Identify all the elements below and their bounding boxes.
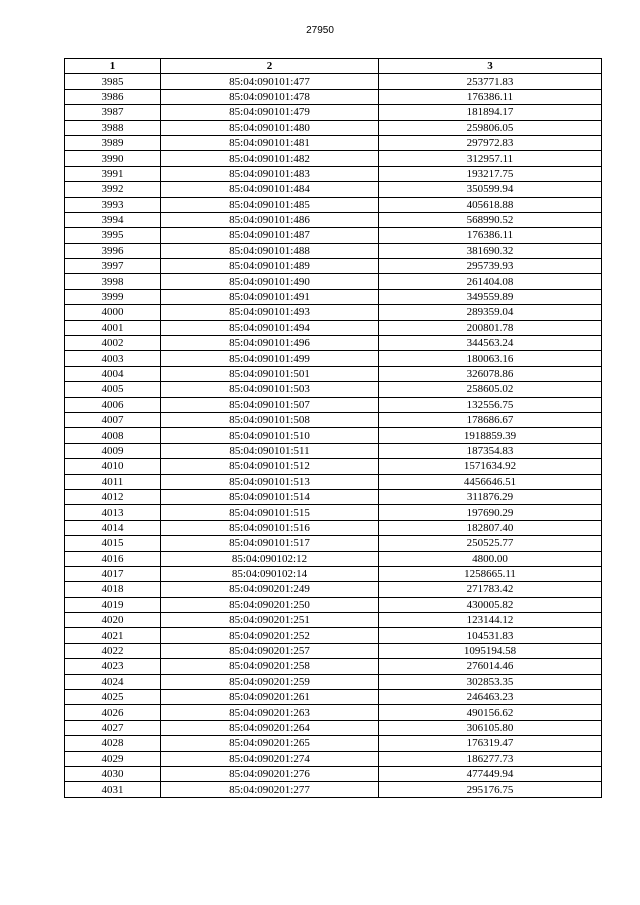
table-row [65,212,602,227]
table-row [65,412,602,427]
table-row [65,320,602,335]
table-row [65,428,602,443]
column-header-1: 1 [65,59,161,74]
row-number-cell: 4019 [65,597,161,612]
value-cell: 295176.75 [379,782,602,797]
cadastral-number-cell: 85:04:090101:510 [161,428,379,443]
table-row [65,782,602,797]
value-cell: 405618.88 [379,197,602,212]
row-number-cell: 3985 [65,74,161,89]
row-number-cell: 4022 [65,643,161,658]
value-cell: 132556.75 [379,397,602,412]
row-number-cell: 4020 [65,613,161,628]
column-header-3: 3 [379,59,602,74]
cadastral-number-cell: 85:04:090101:513 [161,474,379,489]
row-number-cell: 4001 [65,320,161,335]
value-cell: 349559.89 [379,289,602,304]
header-row [65,59,602,74]
cadastral-number-cell: 85:04:090101:494 [161,320,379,335]
value-cell: 250525.77 [379,536,602,551]
cadastral-number-cell: 85:04:090201:249 [161,582,379,597]
table-row [65,166,602,181]
value-cell: 187354.83 [379,443,602,458]
table-row [65,736,602,751]
table-row [65,182,602,197]
value-cell: 1918859.39 [379,428,602,443]
cadastral-number-cell: 85:04:090101:515 [161,505,379,520]
value-cell: 200801.78 [379,320,602,335]
value-cell: 182807.40 [379,520,602,535]
value-cell: 297972.83 [379,135,602,150]
registry-table [64,58,602,798]
value-cell: 253771.83 [379,74,602,89]
row-number-cell: 4024 [65,674,161,689]
value-cell: 381690.32 [379,243,602,258]
row-number-cell: 4000 [65,305,161,320]
cadastral-number-cell: 85:04:090101:499 [161,351,379,366]
value-cell: 490156.62 [379,705,602,720]
cadastral-number-cell: 85:04:090101:493 [161,305,379,320]
cadastral-number-cell: 85:04:090101:487 [161,228,379,243]
row-number-cell: 4010 [65,459,161,474]
cadastral-number-cell: 85:04:090201:261 [161,690,379,705]
row-number-cell: 4030 [65,766,161,781]
table-row [65,243,602,258]
table-row [65,582,602,597]
table-row [65,443,602,458]
cadastral-number-cell: 85:04:090101:507 [161,397,379,412]
row-number-cell: 4031 [65,782,161,797]
value-cell: 311876.29 [379,489,602,504]
value-cell: 326078.86 [379,366,602,381]
cadastral-number-cell: 85:04:090101:484 [161,182,379,197]
value-cell: 430005.82 [379,597,602,612]
table-row [65,305,602,320]
table-row [65,489,602,504]
table-row [65,566,602,581]
cadastral-number-cell: 85:04:090201:257 [161,643,379,658]
table-row [65,366,602,381]
cadastral-number-cell: 85:04:090101:483 [161,166,379,181]
table-row [65,120,602,135]
row-number-cell: 4005 [65,382,161,397]
table-row [65,274,602,289]
row-number-cell: 3990 [65,151,161,166]
value-cell: 1571634.92 [379,459,602,474]
value-cell: 181894.17 [379,105,602,120]
table-row [65,397,602,412]
value-cell: 176319.47 [379,736,602,751]
value-cell: 344563.24 [379,336,602,351]
table-row [65,351,602,366]
cadastral-number-cell: 85:04:090201:252 [161,628,379,643]
cadastral-number-cell: 85:04:090201:250 [161,597,379,612]
value-cell: 350599.94 [379,182,602,197]
value-cell: 4456646.51 [379,474,602,489]
table-row [65,613,602,628]
cadastral-number-cell: 85:04:090101:482 [161,151,379,166]
value-cell: 1258665.11 [379,566,602,581]
row-number-cell: 4025 [65,690,161,705]
cadastral-number-cell: 85:04:090101:516 [161,520,379,535]
table-row [65,228,602,243]
cadastral-number-cell: 85:04:090201:263 [161,705,379,720]
cadastral-number-cell: 85:04:090101:501 [161,366,379,381]
value-cell: 295739.93 [379,259,602,274]
cadastral-number-cell: 85:04:090101:491 [161,289,379,304]
cadastral-number-cell: 85:04:090101:490 [161,274,379,289]
value-cell: 104531.83 [379,628,602,643]
value-cell: 259806.05 [379,120,602,135]
value-cell: 306105.80 [379,720,602,735]
value-cell: 186277.73 [379,751,602,766]
row-number-cell: 3997 [65,259,161,274]
cadastral-number-cell: 85:04:090101:489 [161,259,379,274]
table-row [65,382,602,397]
row-number-cell: 4021 [65,628,161,643]
row-number-cell: 4018 [65,582,161,597]
cadastral-number-cell: 85:04:090201:258 [161,659,379,674]
row-number-cell: 4023 [65,659,161,674]
cadastral-number-cell: 85:04:090102:14 [161,566,379,581]
row-number-cell: 3987 [65,105,161,120]
table-row [65,135,602,150]
table-row [65,520,602,535]
cadastral-number-cell: 85:04:090101:481 [161,135,379,150]
value-cell: 180063.16 [379,351,602,366]
row-number-cell: 3986 [65,89,161,104]
row-number-cell: 4009 [65,443,161,458]
row-number-cell: 3989 [65,135,161,150]
row-number-cell: 3996 [65,243,161,258]
row-number-cell: 4012 [65,489,161,504]
row-number-cell: 3993 [65,197,161,212]
cadastral-number-cell: 85:04:090101:480 [161,120,379,135]
row-number-cell: 4004 [65,366,161,381]
value-cell: 302853.35 [379,674,602,689]
table-row [65,289,602,304]
value-cell: 197690.29 [379,505,602,520]
row-number-cell: 4014 [65,520,161,535]
row-number-cell: 4003 [65,351,161,366]
value-cell: 276014.46 [379,659,602,674]
table-row [65,720,602,735]
value-cell: 312957.11 [379,151,602,166]
cadastral-number-cell: 85:04:090101:486 [161,212,379,227]
table-row [65,674,602,689]
cadastral-number-cell: 85:04:090101:488 [161,243,379,258]
row-number-cell: 4026 [65,705,161,720]
value-cell: 4800.00 [379,551,602,566]
row-number-cell: 3995 [65,228,161,243]
value-cell: 123144.12 [379,613,602,628]
row-number-cell: 4016 [65,551,161,566]
table-row [65,259,602,274]
table-row [65,151,602,166]
table-row [65,474,602,489]
table-row [65,643,602,658]
table-row [65,766,602,781]
row-number-cell: 4011 [65,474,161,489]
row-number-cell: 3992 [65,182,161,197]
value-cell: 1095194.58 [379,643,602,658]
table-row [65,659,602,674]
value-cell: 258605.02 [379,382,602,397]
cadastral-number-cell: 85:04:090102:12 [161,551,379,566]
table-row [65,89,602,104]
table-row [65,597,602,612]
row-number-cell: 4029 [65,751,161,766]
row-number-cell: 3998 [65,274,161,289]
value-cell: 477449.94 [379,766,602,781]
row-number-cell: 4007 [65,412,161,427]
cadastral-number-cell: 85:04:090101:508 [161,412,379,427]
table-row [65,536,602,551]
value-cell: 261404.08 [379,274,602,289]
row-number-cell: 3988 [65,120,161,135]
table-row [65,336,602,351]
cadastral-number-cell: 85:04:090101:477 [161,74,379,89]
value-cell: 289359.04 [379,305,602,320]
row-number-cell: 4017 [65,566,161,581]
cadastral-number-cell: 85:04:090201:277 [161,782,379,797]
value-cell: 568990.52 [379,212,602,227]
cadastral-number-cell: 85:04:090101:478 [161,89,379,104]
cadastral-number-cell: 85:04:090201:259 [161,674,379,689]
row-number-cell: 4008 [65,428,161,443]
cadastral-number-cell: 85:04:090101:514 [161,489,379,504]
row-number-cell: 4006 [65,397,161,412]
value-cell: 246463.23 [379,690,602,705]
row-number-cell: 4028 [65,736,161,751]
table-row [65,459,602,474]
column-header-2: 2 [161,59,379,74]
cadastral-number-cell: 85:04:090101:512 [161,459,379,474]
cadastral-number-cell: 85:04:090101:479 [161,105,379,120]
table-row [65,74,602,89]
table-row [65,105,602,120]
cadastral-number-cell: 85:04:090201:265 [161,736,379,751]
value-cell: 176386.11 [379,228,602,243]
cadastral-number-cell: 85:04:090101:503 [161,382,379,397]
table-row [65,551,602,566]
cadastral-number-cell: 85:04:090201:276 [161,766,379,781]
table-body [65,74,602,797]
cadastral-number-cell: 85:04:090201:274 [161,751,379,766]
cadastral-number-cell: 85:04:090101:496 [161,336,379,351]
cadastral-number-cell: 85:04:090201:264 [161,720,379,735]
row-number-cell: 4002 [65,336,161,351]
row-number-cell: 3994 [65,212,161,227]
cadastral-number-cell: 85:04:090101:485 [161,197,379,212]
cadastral-number-cell: 85:04:090101:517 [161,536,379,551]
table-row [65,505,602,520]
cadastral-number-cell: 85:04:090201:251 [161,613,379,628]
row-number-cell: 3991 [65,166,161,181]
row-number-cell: 4015 [65,536,161,551]
row-number-cell: 3999 [65,289,161,304]
table-row [65,751,602,766]
value-cell: 271783.42 [379,582,602,597]
value-cell: 178686.67 [379,412,602,427]
page-number: 27950 [306,25,334,36]
value-cell: 193217.75 [379,166,602,181]
value-cell: 176386.11 [379,89,602,104]
cadastral-number-cell: 85:04:090101:511 [161,443,379,458]
table-row [65,628,602,643]
table-row [65,690,602,705]
table-row [65,705,602,720]
row-number-cell: 4013 [65,505,161,520]
row-number-cell: 4027 [65,720,161,735]
table-row [65,197,602,212]
